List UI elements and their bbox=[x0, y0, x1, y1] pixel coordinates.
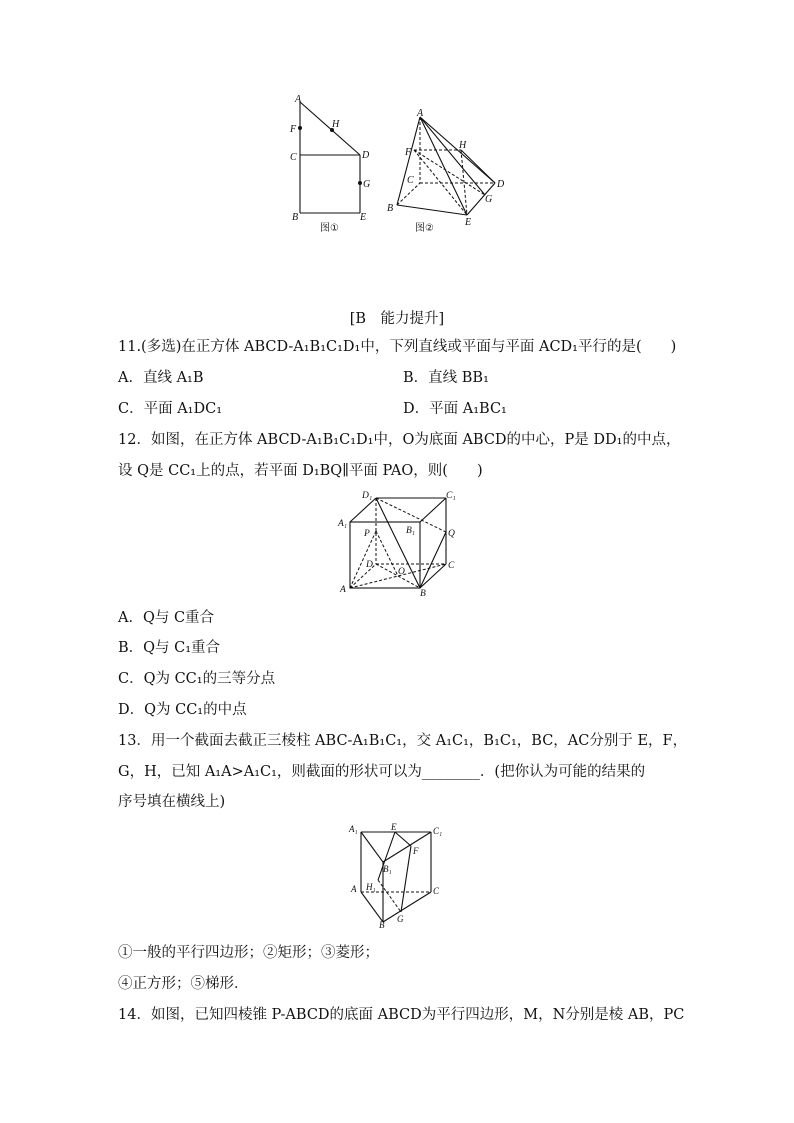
label-C: C bbox=[433, 886, 440, 896]
q12-stem-line2: 设 Q是 CC₁上的点，若平面 D₁BQ∥平面 PAO，则( ) bbox=[118, 463, 483, 479]
label-A1: A₁ bbox=[338, 519, 348, 529]
label-C: C bbox=[448, 561, 455, 571]
label-D: D bbox=[366, 560, 373, 570]
label-F: F bbox=[290, 124, 297, 135]
q12-option-c: C．Q为 CC₁的三等分点 bbox=[118, 671, 276, 687]
label-G: G bbox=[363, 179, 371, 190]
label-Q: Q bbox=[448, 529, 455, 539]
label-P: P bbox=[364, 529, 370, 539]
label-C: C bbox=[407, 175, 414, 186]
label-C1: C₁ bbox=[433, 826, 443, 836]
q14-stem-line1: 14．如图，已知四棱锥 P-ABCD的底面 ABCD为平行四边形，M，N分别是棱 AB，PC bbox=[118, 1007, 685, 1023]
label-A: A bbox=[351, 884, 357, 894]
label-H: H bbox=[332, 119, 340, 130]
figure-1 bbox=[280, 90, 380, 235]
label-A: A bbox=[417, 108, 424, 119]
q13-choices-line2: ④正方形；⑤梯形． bbox=[118, 976, 249, 992]
label-D1: D₁ bbox=[362, 491, 373, 501]
label-B: B bbox=[379, 920, 385, 928]
q13-stem-line3: 序号填在横线上) bbox=[118, 794, 226, 810]
label-B1: B₁ bbox=[383, 864, 392, 874]
q11-option-c: C．平面 A₁DC₁ bbox=[118, 401, 223, 417]
q12-option-d: D．Q为 CC₁的中点 bbox=[118, 702, 247, 718]
label-B: B bbox=[420, 589, 426, 598]
q11-option-b: B．直线 BB₁ bbox=[403, 370, 489, 386]
label-G: G bbox=[485, 194, 493, 205]
label-B: B bbox=[292, 212, 299, 223]
label-B: B bbox=[387, 203, 394, 214]
q12-stem-line1: 12．如图，在正方体 ABCD-A₁B₁C₁D₁中，O为底面 ABCD的中心，P是 DD₁的中点， bbox=[118, 432, 681, 448]
label-A: A bbox=[295, 94, 302, 105]
q12-option-b: B．Q与 C₁重合 bbox=[118, 640, 221, 656]
q12-cube-figure bbox=[336, 488, 466, 598]
q11-stem: 11.(多选)在正方体 ABCD-A₁B₁C₁D₁中，下列直线或平面与平面 ACD₁平行的是( ) bbox=[118, 339, 677, 355]
label-D: D bbox=[362, 150, 370, 161]
q12-option-a: A．Q与 C重合 bbox=[118, 610, 215, 626]
q13-prism-figure bbox=[343, 820, 453, 928]
label-A: A bbox=[340, 585, 346, 595]
q11-option-a: A．直线 A₁B bbox=[118, 370, 204, 386]
label-F: F bbox=[413, 846, 419, 856]
q11-option-d: D．平面 A₁BC₁ bbox=[403, 401, 507, 417]
label-E: E bbox=[360, 212, 367, 223]
label-E: E bbox=[391, 822, 397, 832]
label-F: F bbox=[405, 147, 412, 158]
label-B1: B₁ bbox=[406, 526, 416, 536]
q13-stem-line1: 13．用一个截面去截正三棱柱 ABC-A₁B₁C₁，交 A₁C₁，B₁C₁，BC，AC分别于 E，F， bbox=[118, 733, 688, 749]
q13-choices-line1: ①一般的平行四边形；②矩形；③菱形； bbox=[118, 945, 379, 961]
figure-1-caption: 图① bbox=[320, 223, 339, 234]
label-H1: H₁ bbox=[366, 882, 376, 892]
label-D: D bbox=[497, 179, 505, 190]
label-A1: A₁ bbox=[349, 824, 358, 834]
figure-2 bbox=[385, 105, 515, 235]
label-C: C bbox=[290, 152, 297, 163]
figure-2-caption: 图② bbox=[415, 223, 434, 234]
label-G: G bbox=[397, 914, 404, 924]
label-O: O bbox=[398, 567, 405, 577]
label-H: H bbox=[459, 140, 467, 151]
label-E: E bbox=[465, 217, 472, 228]
q13-stem-line2: G，H，已知 A₁A>A₁C₁，则截面的形状可以为________．(把你认为可能的结果的 bbox=[118, 764, 646, 780]
section-title: [B 能力提升] bbox=[349, 311, 445, 327]
label-C1: C₁ bbox=[446, 491, 456, 501]
